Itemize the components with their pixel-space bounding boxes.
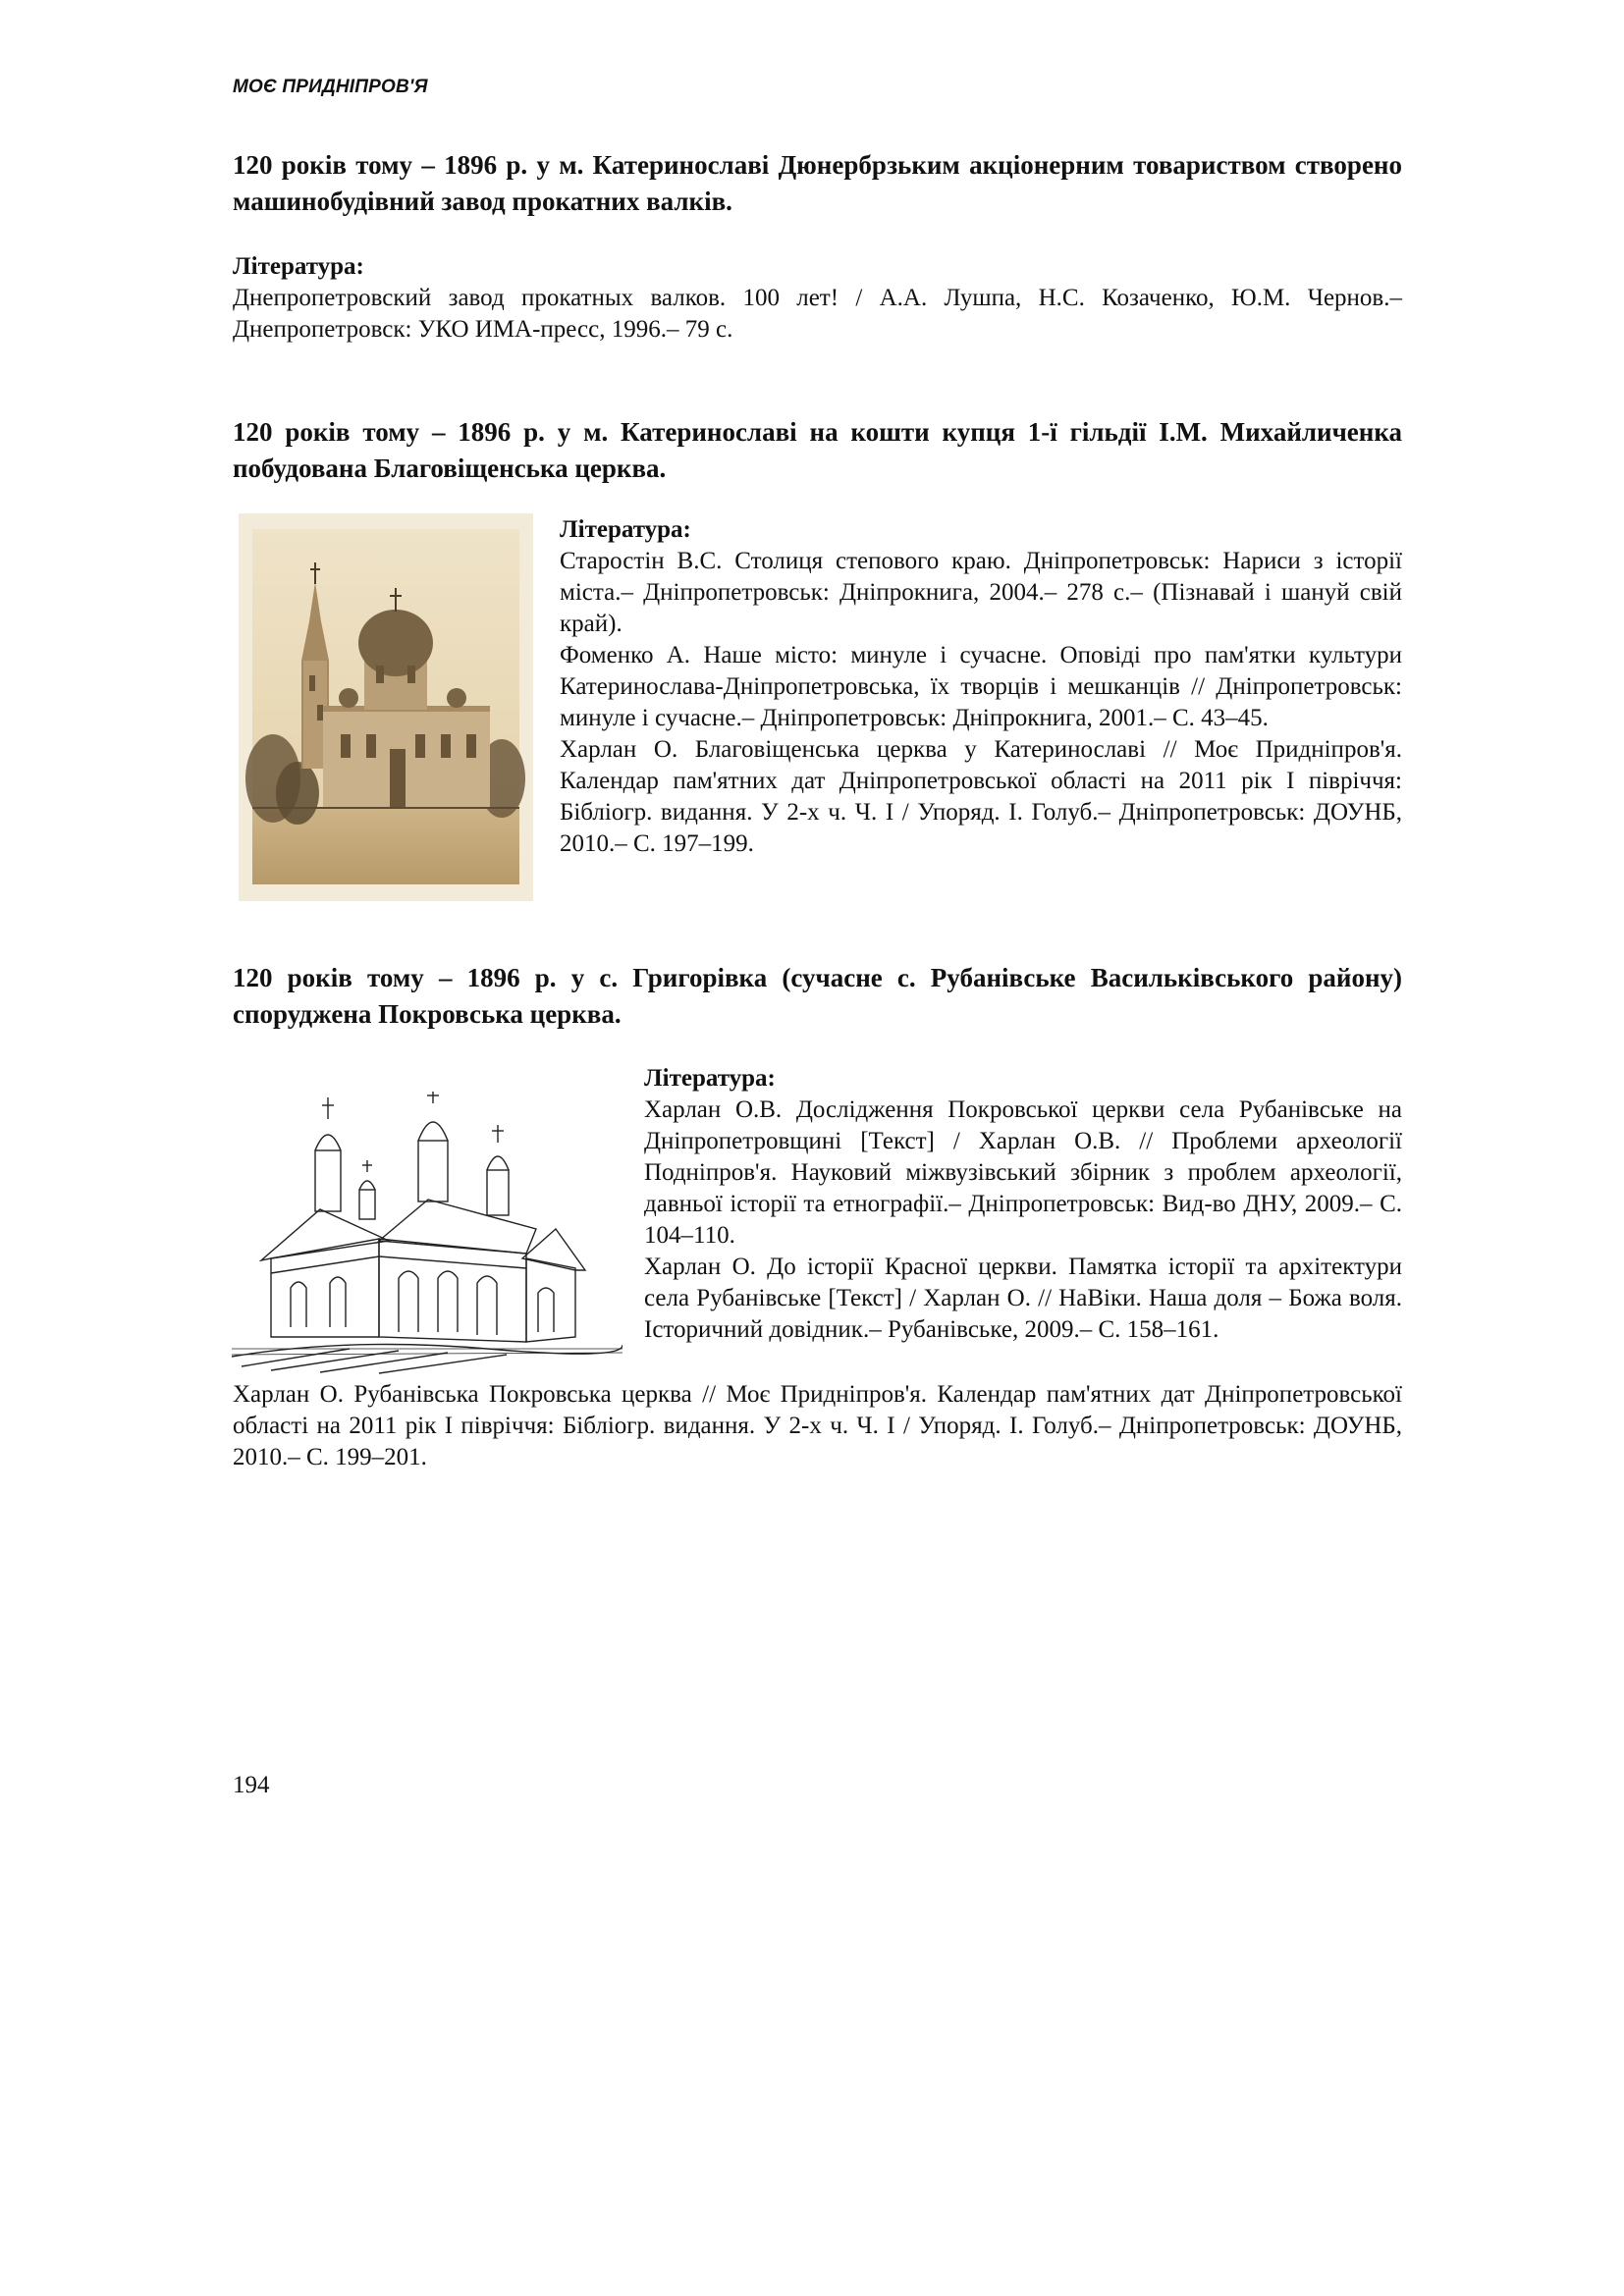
reference-item: Харлан О. До історії Красної церкви. Памятка історії та архітектури села Рубанівське [Текст] / Харлан О. // НаВіки. Наша доля – Божа воля. Історичний довідник.– Рубанівське, 2009.– С. 158–161. <box>644 1254 1402 1343</box>
reference-item: Харлан О. Рубанівська Покровська церква // Моє Придніпров'я. Календар пам'ятних дат Дніпропетровської області на 2011 рік І півріччя: Бібліогр. видання. У 2-х ч. Ч. І / Упоряд. І. Голуб.– Дніпропетровськ: ДОУНБ, 2010.– С. 199–201. <box>233 1381 1402 1470</box>
section-2-heading: 120 років тому – 1896 р. у м. Катеринославі на кошти купця 1-ї гільдії І.М. Михайличенка побудована Благовіщенська церква. <box>233 417 1402 483</box>
reference-item: Старостін В.С. Столиця степового краю. Дніпропетровськ: Нариси з історії міста.– Дніпропетровськ: Дніпрокнига, 2004.– 278 с.– (Пізнавай і шануй свій край). <box>560 548 1402 637</box>
literature-label: Література: <box>233 253 364 280</box>
annunciation-church-photo <box>239 513 533 901</box>
running-head: МОЄ ПРИДНІПРОВ'Я <box>233 77 428 97</box>
pokrovska-church-drawing <box>232 1092 623 1376</box>
section-3-heading: 120 років тому – 1896 р. у с. Григорівка (сучасне с. Рубанівське Васильківського району) споруджена Покровська церква. <box>233 963 1402 1029</box>
section-1-literature <box>233 251 1402 346</box>
section-1-heading: 120 років тому – 1896 р. у м. Катеринославі Дюнербрзьким акціонерним товариством створено машинобудівний завод прокатних валків. <box>233 150 1402 216</box>
section-2-literature <box>560 514 1402 860</box>
reference-item: Харлан О.В. Дослідження Покровської церкви села Рубанівське на Дніпропетровщині [Текст] / Харлан О.В. // Проблеми археології Подніпров'я. Науковий міжвузівський збірник з проблем археології, давньої історії та етнографії.– Дніпропетровськ: Вид-во ДНУ, 2009.– С. 104–110. <box>644 1096 1402 1249</box>
reference-item: Фоменко А. Наше місто: минуле і сучасне. Оповіді про пам'ятки культури Катеринослава-Дніпропетровська, їх творців і мешканців // Дніпропетровськ: минуле і сучасне.– Дніпропетровськ: Дніпрокнига, 2001.– С. 43–45. <box>560 642 1402 731</box>
reference-item: Харлан О. Благовіщенська церква у Катеринославі // Моє Придніпров'я. Календар пам'ятних дат Дніпропетровської області на 2011 рік І півріччя: Бібліогр. видання. У 2-х ч. Ч. І / Упоряд. І. Голуб.– Дніпропетровськ: ДОУНБ, 2010.– С. 197–199. <box>560 736 1402 857</box>
literature-label: Література: <box>644 1065 776 1092</box>
page-number: 194 <box>233 1772 270 1798</box>
section-3-literature-continued <box>233 1379 1402 1473</box>
section-3-literature <box>644 1063 1402 1346</box>
reference-item: Днепропетровский завод прокатных валков. 100 лет! / А.А. Лушпа, Н.С. Козаченко, Ю.М. Чернов.– Днепропетровск: УКО ИМА-пресс, 1996.– 79 с. <box>233 285 1402 343</box>
literature-label: Література: <box>560 516 691 543</box>
